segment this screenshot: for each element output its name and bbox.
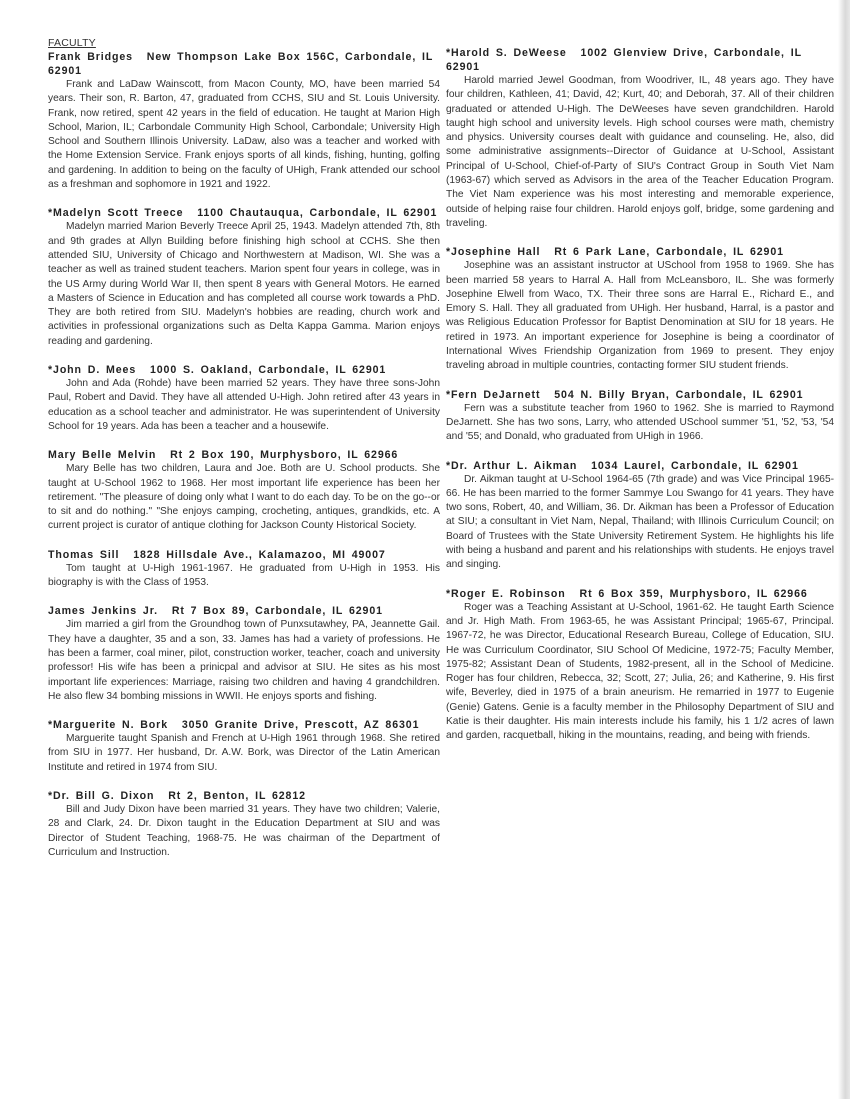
entry-address: 1034 Laurel, Carbondale, IL 62901 <box>591 459 799 472</box>
entry-name: *John D. Mees <box>48 364 137 377</box>
faculty-entry <box>48 604 440 704</box>
section-label: FACULTY <box>48 37 96 49</box>
entry-name: *Roger E. Robinson <box>446 587 566 600</box>
entry-bio: Dr. Aikman taught at U-School 1964-65 (7th grade) and was Vice Principal 1965-66. He has been married to the former Sammye Lou Swango for 41 years. They have two sons, Robert, 40, and William, 36. Dr. Aikman has been a Professor of Education at SIU; a consultant in Viet Nam, Nepal, Thailand; with Illinois Curriculum Council; on Board of Trustees with the State University Retirement System. He highlights his life with being a husband and parent and his relationships with students. He enjoys travel and singing. <box>446 473 834 571</box>
faculty-entry <box>48 718 440 775</box>
entry-name: Mary Belle Melvin <box>48 449 157 462</box>
faculty-entry <box>48 50 440 192</box>
entry-address: 1000 S. Oakland, Carbondale, IL 62901 <box>149 364 387 377</box>
entry-address: New Thompson Lake Box 156C, Carbondale, IL 62901 <box>48 51 434 77</box>
entry-bio: Jim married a girl from the Groundhog town of Punxsutawhey, PA, Jeannette Gail. They have a daughter, 35 and a son, 33. James has had a variety of professions. He has been a farmer, coal miner, pilot, construction worker, teacher, coach and university professor! His wife has been a prinicpal and advisor at SIU. He sites as his most important life experiences: Marriage, raising two children and having 4 grandchildren. He also flew 34 bombing missions in WWII. He enjoys sports and fishing. <box>48 619 440 702</box>
faculty-entry <box>446 245 834 373</box>
entry-header <box>48 50 440 78</box>
entry-header <box>48 363 440 377</box>
entry-name: Frank Bridges <box>48 51 133 63</box>
entry-address: Rt 6 Park Lane, Carbondale, IL 62901 <box>554 246 784 259</box>
entry-header <box>48 604 440 618</box>
left-column <box>48 37 440 874</box>
entry-address: 3050 Granite Drive, Prescott, AZ 86301 <box>181 719 420 732</box>
entry-bio: Fern was a substitute teacher from 1960 to 1962. She is married to Raymond DeJarnett. She has two sons, Larry, who attended USchool summer '51, '52, '53, '54 and '55; and Donald, who graduated from UHigh in 1966. <box>446 402 834 443</box>
entry-bio: Bill and Judy Dixon have been married 31 years. They have two children; Valerie, 28 and Clark, 24. Dr. Dixon taught in the Education Department at SIU and was Director of Student Teaching, 1968-75. He was chairman of the Department of Curriculum and Instruction. <box>48 803 440 858</box>
entry-name: *Dr. Bill G. Dixon <box>48 789 155 802</box>
right-column <box>446 46 834 758</box>
entry-name: James Jenkins Jr. <box>48 605 158 618</box>
entry-bio: Tom taught at U-High 1961-1967. He graduated from U-High in 1953. His biography is with the Class of 1953. <box>48 562 440 589</box>
entry-header <box>48 448 440 462</box>
entry-bio: Marguerite taught Spanish and French at U-High 1961 through 1968. She retired from SIU in 1977. Her husband, Dr. A.W. Bork, was Director of the Latin American Institute and retired in 1974 from SIU. <box>48 733 440 773</box>
faculty-entry <box>446 587 834 744</box>
entry-bio: Frank and LaDaw Wainscott, from Macon County, MO, have been married 54 years. Their son, R. Barton, 47, graduated from CCHS, SIU and St. Louis University. Frank, now retired, spent 42 years in the field of education. He taught at Marion High School, Marion, IL; Carbondale Community High School, Carbondale; University High School and Southern Illinois University. LaDaw, also was a teacher and worked with the Home Extension Service. Frank enjoys sports of all kinds, fishing, hunting, golfing and gardening. In addition to being on the faculty of UHigh, Frank attended our school as a freshman and sophomore in 1921 and 1922. <box>48 79 440 191</box>
entry-name: *Josephine Hall <box>446 246 541 259</box>
faculty-entry <box>446 46 834 231</box>
entry-header <box>48 789 440 803</box>
entry-name: *Madelyn Scott Treece <box>48 207 184 220</box>
entry-bio: Mary Belle has two children, Laura and Joe. Both are U. School products. She taught at U-School 1962 to 1968. Her most important life experience has been her retirement. "The pleasure of doing only what I want to do each day. To be on the go--or to sit and do nothing." "She enjoys camping, crocheting, antiques, grandkids, etc. A current project is curator of antique clothing for Jackson County Historical Society. <box>48 463 440 532</box>
entry-address: 504 N. Billy Bryan, Carbondale, IL 62901 <box>554 388 804 401</box>
entry-header <box>48 548 440 562</box>
entry-header <box>446 459 834 473</box>
faculty-entry <box>48 789 440 860</box>
entry-name: *Dr. Arthur L. Aikman <box>446 459 578 472</box>
entry-address: Rt 2, Benton, IL 62812 <box>168 789 306 802</box>
entry-name: Thomas Sill <box>48 548 120 561</box>
entry-header <box>48 206 440 220</box>
entry-header <box>446 388 834 402</box>
entry-bio: John and Ada (Rohde) have been married 52 years. They have three sons-John Paul, Robert and David. They have all attended U-High. John retired after 43 years in education as a school teacher and administrator. He was superintendent of University School for 19 years. Ada has been a teacher and a housewife. <box>48 378 440 432</box>
faculty-entry <box>48 206 440 349</box>
entry-address: Rt 6 Box 359, Murphysboro, IL 62966 <box>579 587 808 600</box>
entry-bio: Madelyn married Marion Beverly Treece April 25, 1943. Madelyn attended 7th, 8th and 9th grades at Allyn Building before finishing high school at CCHS. She then attended SIU, University of Chicago and Northwestern at Madison, WI. She was a teacher as well as trained student teachers. Marion spent four years in college, was in the US Army during World War II, then spent 8 years with General Motors. He earned a Masters of Science in Education and has completed all course work towards a PhD. They are both retired from SIU. Madelyn's hobbies are reading, church work and activities in professional organizations such as Delta Kappa Gamma. Marion enjoys reading and gardening. <box>48 221 440 347</box>
entry-name: *Marguerite N. Bork <box>48 719 168 732</box>
faculty-entry <box>48 448 440 533</box>
entry-header <box>48 718 440 732</box>
faculty-entry <box>48 363 440 434</box>
entry-address: 1828 Hillsdale Ave., Kalamazoo, MI 49007 <box>133 548 386 561</box>
entry-header <box>446 46 834 74</box>
faculty-entry <box>48 548 440 591</box>
faculty-entry <box>446 388 834 445</box>
page-edge-shadow <box>838 0 850 1099</box>
faculty-entry <box>446 459 834 573</box>
entry-header <box>446 587 834 601</box>
entry-name: *Harold S. DeWeese <box>446 47 567 59</box>
entry-bio: Harold married Jewel Goodman, from Woodriver, IL, 48 years ago. They have four children, Kathleen, 41; David, 42; Kurt, 40; and Deborah, 37. All of their children graduated or attended U-High. The DeWeeses have seven grandchildren. Harold taught high school and university levels. High school courses were math, chemistry and physics. University courses dealt with guidance and counseling. He, also, did some administrative assignments--Director of Guidance at U-School, Assistant Principal of U-School, Chief-of-Party of SIU's Contract Group in South Viet Nam (1963-67) which served as Advisors in the area of the Teacher Education Program. The Viet Nam experience was his most interesting and memorable experience, outside of helping raise four children. Harold enjoys golf, bridge, some gardening and traveling. <box>446 75 834 229</box>
entry-bio: Roger was a Teaching Assistant at U-School, 1961-62. He taught Earth Science and Jr. High Math. From 1963-65, he was Assistant Principal; 1965-67, Principal. 1967-72, he was Director, Educational Research Bureau, College of Education, SIU. He was Curriculum Coordinator, SIU School Of Medicine, 1972-75; Faculty Member, 1975-82; Assistant Dean of Students, 1982-present, all in the School of Medicine. Roger has four children, Rebecca, 32; Scott, 27; Julia, 26; and Katherine, 9. His first wife, Beverley, died in 1975 of a brain aneurism. He remarried in 1977 to Eugenie (Genie) Gatens. Genie is a faculty member in the Philosophy Department of SIU and Katie is their daughter. His main interests include his family, his 1 1/2 acres of lawn and garden, racquetball, hiking in the mountains, reading, and being with friends. <box>446 601 834 742</box>
entry-address: Rt 2 Box 190, Murphysboro, IL 62966 <box>170 449 399 462</box>
entry-bio: Josephine was an assistant instructor at USchool from 1958 to 1969. She has been married 58 years to Harral A. Hall from McLeansboro, IL. She was formerly Josephine Elwell from Waco, TX. Their three sons are Harral E., Richard E., and Emory S. Hall. They all graduated from UHigh. Her husband, Harral, is a pastor and was Religious Education Professor for Baptist Denomination at SIU for 18 years. He retired in 1973. An important experience for Josephine is being a coordinator of International Wives Friendship Organization from 1969 to present. They enjoy traveling abroad in multiple countries, contacting former SIU student friends. <box>446 260 834 372</box>
entry-name: *Fern DeJarnett <box>446 388 541 401</box>
entry-address: 1100 Chautauqua, Carbondale, IL 62901 <box>197 207 438 220</box>
entry-address: Rt 7 Box 89, Carbondale, IL 62901 <box>171 605 383 618</box>
entry-address: 1002 Glenview Drive, Carbondale, IL 62901 <box>446 47 802 73</box>
entry-header <box>446 245 834 259</box>
